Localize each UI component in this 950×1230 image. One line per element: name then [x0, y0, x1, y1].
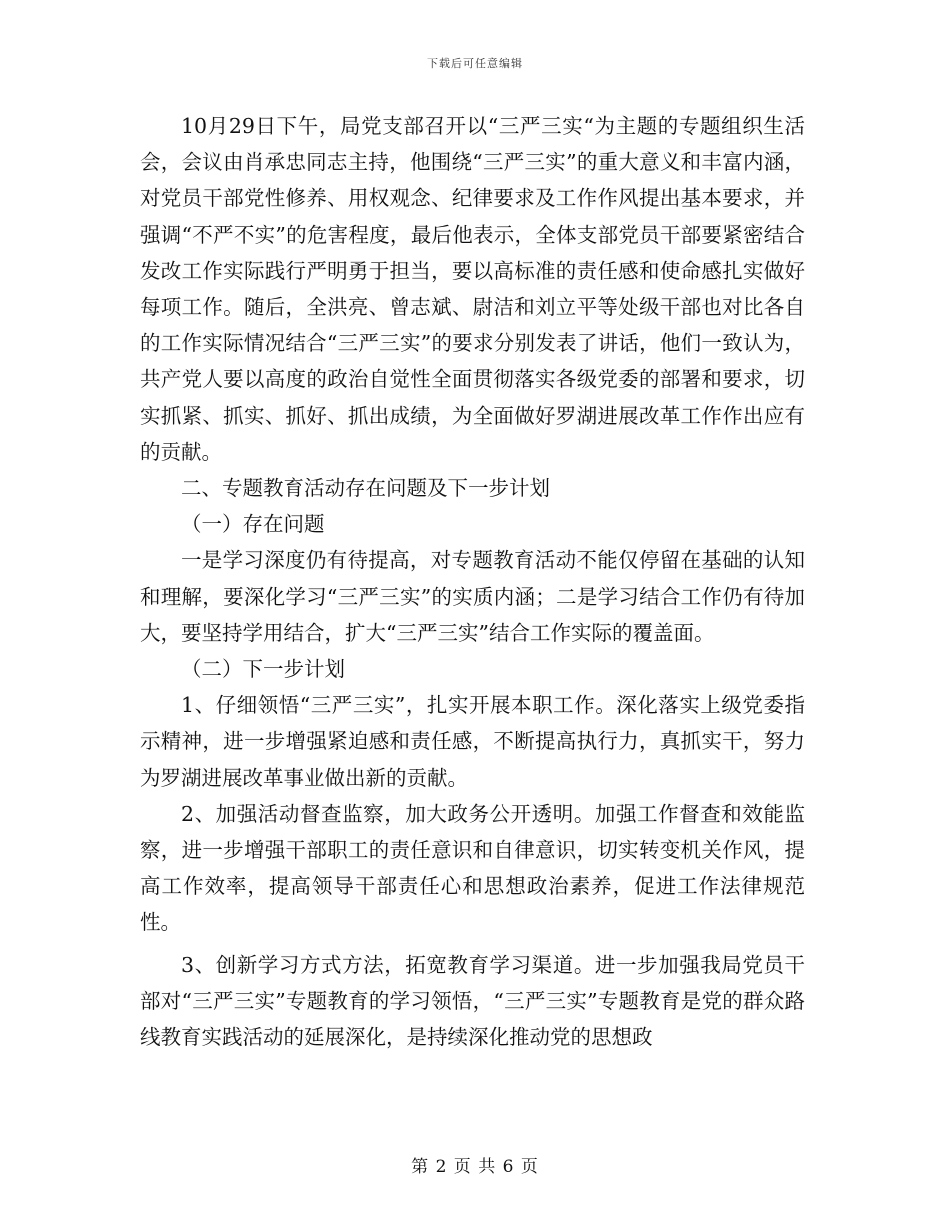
paragraph-meeting-summary: 10月29日下午，局党支部召开以“三严三实“为主题的专题组织生活会，会议由肖承忠同志主持，他围绕“三严三实”的重大意义和丰富内涵，对党员干部党性修养、用权观念、纪律要求及工作作风提出基本要求，并强调“不严不实”的危害程度，最后他表示，全体支部党员干部要紧密结合发改工作实际践行严明勇于担当，要以高标准的责任感和使命感扎实做好每项工作。随后，全洪亮、曾志斌、尉洁和刘立平等处级干部也对比各自的工作实际情况结合“三严三实”的要求分别发表了讲话，他们一致认为，共产党人要以高度的政治自觉性全面贯彻落实各级党委的部署和要求，切实抓紧、抓实、抓好、抓出成绩，为全面做好罗湖进展改革工作作出应有的贡献。: [140, 114, 805, 464]
document-body: [140, 108, 805, 1055]
page-number-footer: 第 2 页 共 6 页: [411, 1157, 539, 1177]
paragraph-plan-item-2: 2、加强活动督查监察，加大政务公开透明。加强工作督查和效能监察，进一步增强干部职工的责任意识和自律意识，切实转变机关作风，提高工作效率，提高领导干部责任心和思想政治素养，促进工作法律规范性。: [140, 801, 805, 935]
subheading-existing-problems: （一）存在问题: [181, 512, 325, 537]
section-heading-problems-and-plan: 二、专题教育活动存在问题及下一步计划: [181, 476, 550, 501]
paragraph-plan-item-1: 1、仔细领悟“三严三实”，扎实开展本职工作。深化落实上级党委指示精神，进一步增强紧迫感和责任感，不断提高执行力，真抓实干，努力为罗湖进展改革事业做出新的贡献。: [140, 693, 805, 790]
subheading-next-steps: （二）下一步计划: [181, 657, 345, 682]
paragraph-plan-item-3: 3、创新学习方式方法，拓宽教育学习渠道。进一步加强我局党员干部对“三严三实”专题教育的学习领悟，“三严三实”专题教育是党的群众路线教育实践活动的延展深化，是持续深化推动党的思想政: [140, 952, 805, 1050]
paragraph-existing-problems: 一是学习深度仍有待提高，对专题教育活动不能仅停留在基础的认知和理解，要深化学习“三严三实”的实质内涵；二是学习结合工作仍有待加大，要坚持学用结合，扩大“三严三实”结合工作实际的覆盖面。: [140, 548, 805, 645]
page-header: 下载后可任意编辑: [427, 57, 523, 70]
